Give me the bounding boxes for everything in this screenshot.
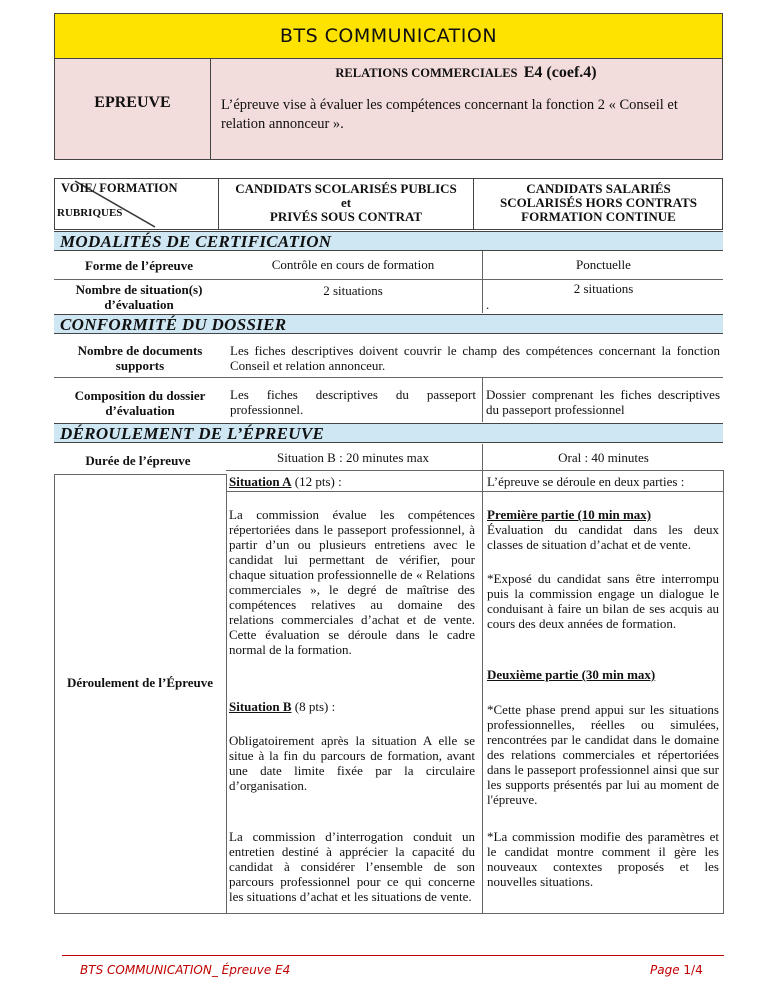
part1-text2: *Exposé du candidat sans être interrompu puis la commission engage un dialogue le conduisant à faire un bilan de ses acquis au cours des deux années de formation.: [487, 571, 719, 631]
situation-b-heading: [229, 699, 479, 714]
part2-text2: *La commission modifie des paramètres et le candidat montre comment il gère les nouveaux contextes proposés et les nouvelles situations.: [487, 829, 719, 889]
nombre-col3: 2 situations: [573, 281, 634, 296]
epreuve-subject: RELATIONS COMMERCIALES: [335, 66, 518, 80]
compo-label: Composition du dossier d’évaluation: [74, 388, 206, 418]
header-voie: VOIE/ FORMATION: [61, 181, 178, 195]
situation-b-text2: La commission d’interrogation conduit un entretien destiné à apprécier la capacité du candidat à considérer l’ensemble de son parcours professionnel pour ce qui concerne les situations d’achat et les situations de vente.: [229, 829, 475, 904]
section-deroulement: DÉROULEMENT DE L’ÉPREUVE: [54, 423, 723, 443]
header-col3-line1: CANDIDATS SALARIÉS: [526, 181, 671, 196]
col3-intro: L’épreuve se déroule en deux parties :: [487, 474, 685, 489]
section-conformite: CONFORMITÉ DU DOSSIER: [54, 314, 723, 334]
footer-page-word: Page: [650, 963, 684, 977]
header-col2-line2: et: [340, 195, 352, 210]
docs-label: Nombre de documents supports: [77, 343, 203, 373]
header-col3-line3: FORMATION CONTINUE: [521, 209, 676, 224]
nombre-label: Nombre de situation(s) d’évaluation: [75, 282, 203, 312]
situation-b-points: (8 pts) :: [291, 699, 336, 714]
epreuve-subject-line: [211, 64, 721, 82]
duree-label: Durée de l’épreuve: [85, 453, 191, 468]
deroulement-row-label: Déroulement de l’Épreuve: [66, 675, 214, 690]
forme-col3: Ponctuelle: [576, 257, 631, 272]
footer-doc-title: BTS COMMUNICATION_ Épreuve E4: [80, 963, 291, 977]
part2-title: Deuxième partie (30 min max): [487, 667, 656, 682]
header-col2-line1: CANDIDATS SCOLARISÉS PUBLICS: [235, 181, 457, 196]
duree-col3: Oral : 40 minutes: [558, 450, 649, 465]
compo-col3: Dossier comprenant les fiches descriptives du passeport professionnel: [486, 387, 720, 417]
part1-title: Première partie (10 min max): [487, 507, 652, 522]
compo-col2: Les fiches descriptives du passeport professionnel.: [230, 387, 476, 417]
nombre-col2: 2 situations: [323, 283, 383, 298]
part2-text: *Cette phase prend appui sur les situations professionnelles, réelles ou simulées, rencontrées par le candidat dans le domaine des relations commerciales et répertoriées dans le passeport professionnel ainsi que sur les supports présentés par lui au moment de l'épreuve.: [487, 702, 719, 807]
part1-text: Évaluation du candidat dans les deux classes de situation d’achat et de vente.: [487, 522, 719, 552]
document-banner: [54, 13, 723, 59]
banner-title: BTS COMMUNICATION: [279, 25, 498, 47]
situation-b-title: Situation B: [229, 699, 292, 714]
situation-a-title: Situation A: [229, 474, 292, 489]
situation-b-text1: Obligatoirement après la situation A elle se situe à la fin du parcours de formation, avant une date limite fixée par la circulaire d’organisation.: [229, 733, 475, 793]
header-rubriques: RUBRIQUES: [57, 207, 123, 219]
table-header: [54, 178, 723, 230]
footer-page-number: [650, 963, 703, 977]
footer-page-num: 1/4: [683, 963, 703, 977]
nombre-col3-dot: .: [486, 297, 490, 312]
header-corner-cell: [55, 179, 219, 229]
situation-a-heading: [229, 474, 479, 489]
forme-col2: Contrôle en cours de formation: [271, 257, 435, 272]
epreuve-label: EPREUVE: [94, 94, 171, 111]
situation-a-text: La commission évalue les compétences répertoriées dans le passeport professionnel, à partir d’un ou plusieurs entretiens avec le candidat lui permettant de vérifier, pour chaque situation professionnelle de « Relations commerciales », le degré de maîtrise des compétences relatives au domaine des relations commerciales d’achat et de vente. Cette évaluation se déroule dans le cadre normal de la formation.: [229, 507, 475, 657]
section-modalites: MODALITÉS DE CERTIFICATION: [54, 231, 723, 251]
footer-rule: [62, 955, 724, 956]
epreuve-coef: E4 (coef.4): [523, 64, 597, 81]
header-col-salaries: [475, 179, 722, 229]
header-col-scolarises: [219, 179, 474, 229]
duree-col2: Situation B : 20 minutes max: [276, 450, 430, 465]
header-col3-line2: SCOLARISÉS HORS CONTRATS: [500, 195, 697, 210]
epreuve-description: L’épreuve vise à évaluer les compétences concernant la fonction 2 « Conseil et relation annonceur ».: [221, 97, 678, 132]
situation-a-points: (12 pts) :: [291, 474, 342, 489]
docs-text: Les fiches descriptives doivent couvrir le champ des compétences concernant la fonction Conseil et relation annonceur.: [230, 343, 720, 373]
forme-label: Forme de l’épreuve: [84, 258, 194, 273]
header-col2-line3: PRIVÉS SOUS CONTRAT: [269, 209, 423, 224]
epreuve-block: [54, 59, 723, 160]
